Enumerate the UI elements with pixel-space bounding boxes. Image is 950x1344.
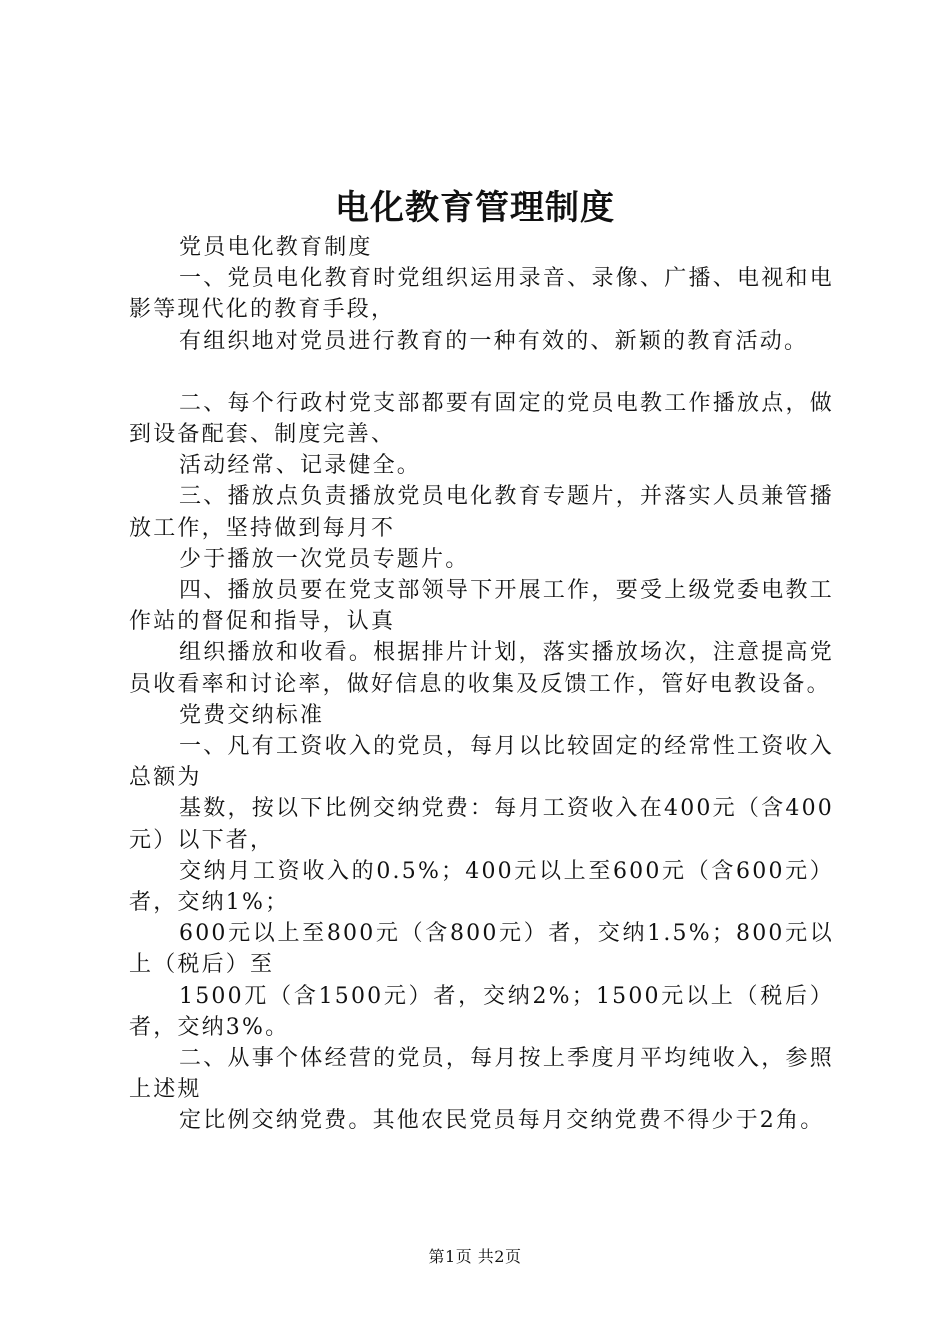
paragraph: 基数，按以下比例交纳党费：每月工资收入在400元（含400元）以下者， <box>129 796 834 853</box>
paragraph: 交纳月工资收入的0.5%；400元以上至600元（含600元）者，交纳1%； <box>129 858 834 916</box>
paragraph: 三、播放点负责播放党员电化教育专题片，并落实人员兼管播放工作，坚持做到每月不 <box>129 484 834 541</box>
section-heading: 党费交纳标准 <box>179 702 325 728</box>
spacer <box>129 357 834 388</box>
document-body <box>129 232 834 1137</box>
paragraph: 1500兀（含1500元）者，交纳2%；1500元以上（税后）者，交纳3%。 <box>129 983 834 1040</box>
paragraph: 二、每个行政村党支部都要有固定的党员电教工作播放点，做到设备配套、制度完善、 <box>129 390 834 448</box>
paragraph: 一、党员电化教育时党组织运用录音、录像、广播、电视和电影等现代化的教育手段， <box>129 266 834 323</box>
section-heading: 党员电化教育制度 <box>179 235 373 260</box>
paragraph: 少于播放一次党员专题片。 <box>179 546 470 572</box>
paragraph: 定比例交纳党费。其他农民党员每月交纳党费不得少于2角。 <box>179 1108 825 1134</box>
paragraph: 有组织地对党员进行教育的一种有效的、新颖的教育活动。 <box>179 328 809 354</box>
document-title: 电化教育管理制度 <box>335 188 615 228</box>
paragraph: 组织播放和收看。根据排片计划，落实播放场次，注意提高党员收看率和讨论率，做好信息的收集及反馈工作，管好电教设备。 <box>129 640 834 697</box>
page-number: 第1页 共2页 <box>428 1247 522 1266</box>
paragraph: 600元以上至800元（含800元）者，交纳1.5%；800元以上（税后）至 <box>129 921 834 978</box>
paragraph: 一、凡有工资收入的党员，每月以比较固定的经常性工资收入总额为 <box>129 734 834 791</box>
paragraph: 四、播放员要在党支部领导下开展工作，要受上级党委电教工作站的督促和指导，认真 <box>129 578 834 635</box>
paragraph: 活动经常、记录健全。 <box>179 453 422 479</box>
paragraph: 二、从事个体经营的党员，每月按上季度月平均纯收入，参照上述规 <box>129 1046 834 1103</box>
